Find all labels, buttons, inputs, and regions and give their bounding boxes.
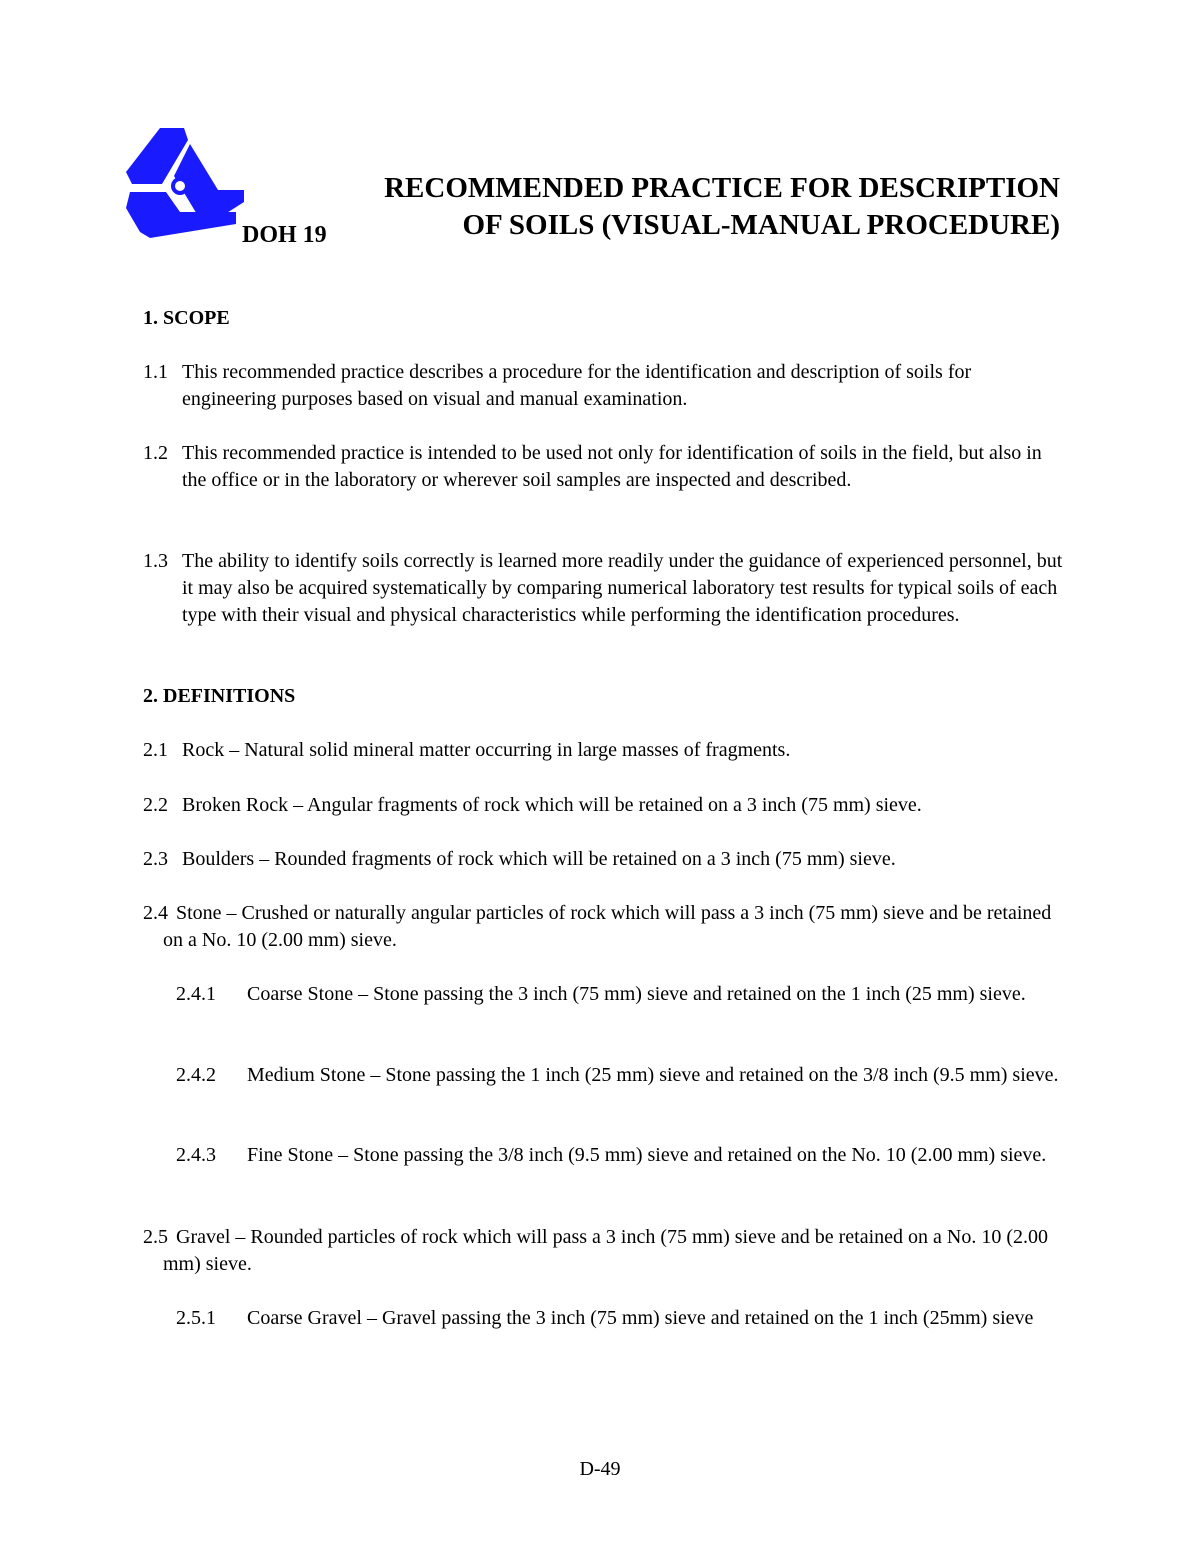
clause-2-5 [143, 1224, 1063, 1278]
clause-number: 2.4.3 [176, 1144, 216, 1166]
section-heading-scope: 1. SCOPE [143, 307, 230, 329]
section-heading-definitions: 2. DEFINITIONS [143, 685, 296, 707]
clause-2-5-1 [176, 1305, 1066, 1332]
clause-number: 1.3 [143, 550, 168, 572]
clause-number: 2.4 [143, 902, 168, 924]
clause-number: 2.5 [143, 1226, 168, 1248]
clause-text: Broken Rock – Angular fragments of rock which will be retained on a 3 inch (75 mm) sieve. [182, 794, 922, 816]
clause-text: Rock – Natural solid mineral matter occurring in large masses of fragments. [182, 739, 791, 761]
clause-1-1 [143, 359, 1063, 413]
clause-number: 2.4.2 [176, 1064, 216, 1086]
clause-text: Coarse Stone – Stone passing the 3 inch (75 mm) sieve and retained on the 1 inch (25 mm) sieve. [247, 983, 1026, 1005]
clause-number: 2.2 [143, 794, 168, 816]
clause-text: Medium Stone – Stone passing the 1 inch (25 mm) sieve and retained on the 3/8 inch (9.5 mm) sieve. [247, 1064, 1059, 1086]
clause-number: 2.5.1 [176, 1307, 216, 1329]
clause-2-2 [143, 792, 1063, 819]
title-line-2: OF SOILS (VISUAL-MANUAL PROCEDURE) [462, 209, 1060, 241]
clause-text: This recommended practice describes a procedure for the identification and description of soils for engineering purposes based on visual and manual examination. [182, 361, 972, 410]
clause-text: Stone – Crushed or naturally angular particles of rock which will pass a 3 inch (75 mm) sieve and be retained on a No. 10 (2.00 mm) sieve. [163, 902, 1052, 951]
clause-text: This recommended practice is intended to be used not only for identification of soils in the field, but also in the office or in the laboratory or wherever soil samples are inspected and described. [182, 442, 1042, 491]
clause-1-2 [143, 440, 1063, 494]
clause-text: The ability to identify soils correctly is learned more readily under the guidance of experienced personnel, but it may also be acquired systematically by comparing numerical laboratory test results for typical soils of each type with their visual and physical characteristics while performing the identification procedures. [182, 550, 1063, 626]
clause-text: Boulders – Rounded fragments of rock which will be retained on a 3 inch (75 mm) sieve. [182, 848, 896, 870]
clause-2-4 [143, 900, 1063, 954]
clause-2-4-1 [176, 981, 1066, 1008]
title-line-1: RECOMMENDED PRACTICE FOR DESCRIPTION [384, 172, 1060, 204]
clause-2-1 [143, 737, 1063, 764]
document-id: DOH 19 [242, 222, 327, 248]
clause-2-4-2 [176, 1062, 1066, 1089]
clause-number: 1.2 [143, 442, 168, 464]
clause-number: 1.1 [143, 361, 168, 383]
doh-logo-icon [126, 128, 244, 238]
clause-2-4-3 [176, 1142, 1066, 1169]
clause-2-3 [143, 846, 1063, 873]
clause-text: Fine Stone – Stone passing the 3/8 inch (9.5 mm) sieve and retained on the No. 10 (2.00 mm) sieve. [247, 1144, 1047, 1166]
clause-text: Coarse Gravel – Gravel passing the 3 inch (75 mm) sieve and retained on the 1 inch (25mm) sieve [247, 1307, 1034, 1329]
page-number: D-49 [579, 1458, 621, 1480]
clause-text: Gravel – Rounded particles of rock which will pass a 3 inch (75 mm) sieve and be retained on a No. 10 (2.00 mm) sieve. [163, 1226, 1048, 1275]
clause-number: 2.4.1 [176, 983, 216, 1005]
document-title [300, 170, 1060, 244]
clause-number: 2.1 [143, 739, 168, 761]
clause-number: 2.3 [143, 848, 168, 870]
clause-1-3 [143, 548, 1063, 629]
